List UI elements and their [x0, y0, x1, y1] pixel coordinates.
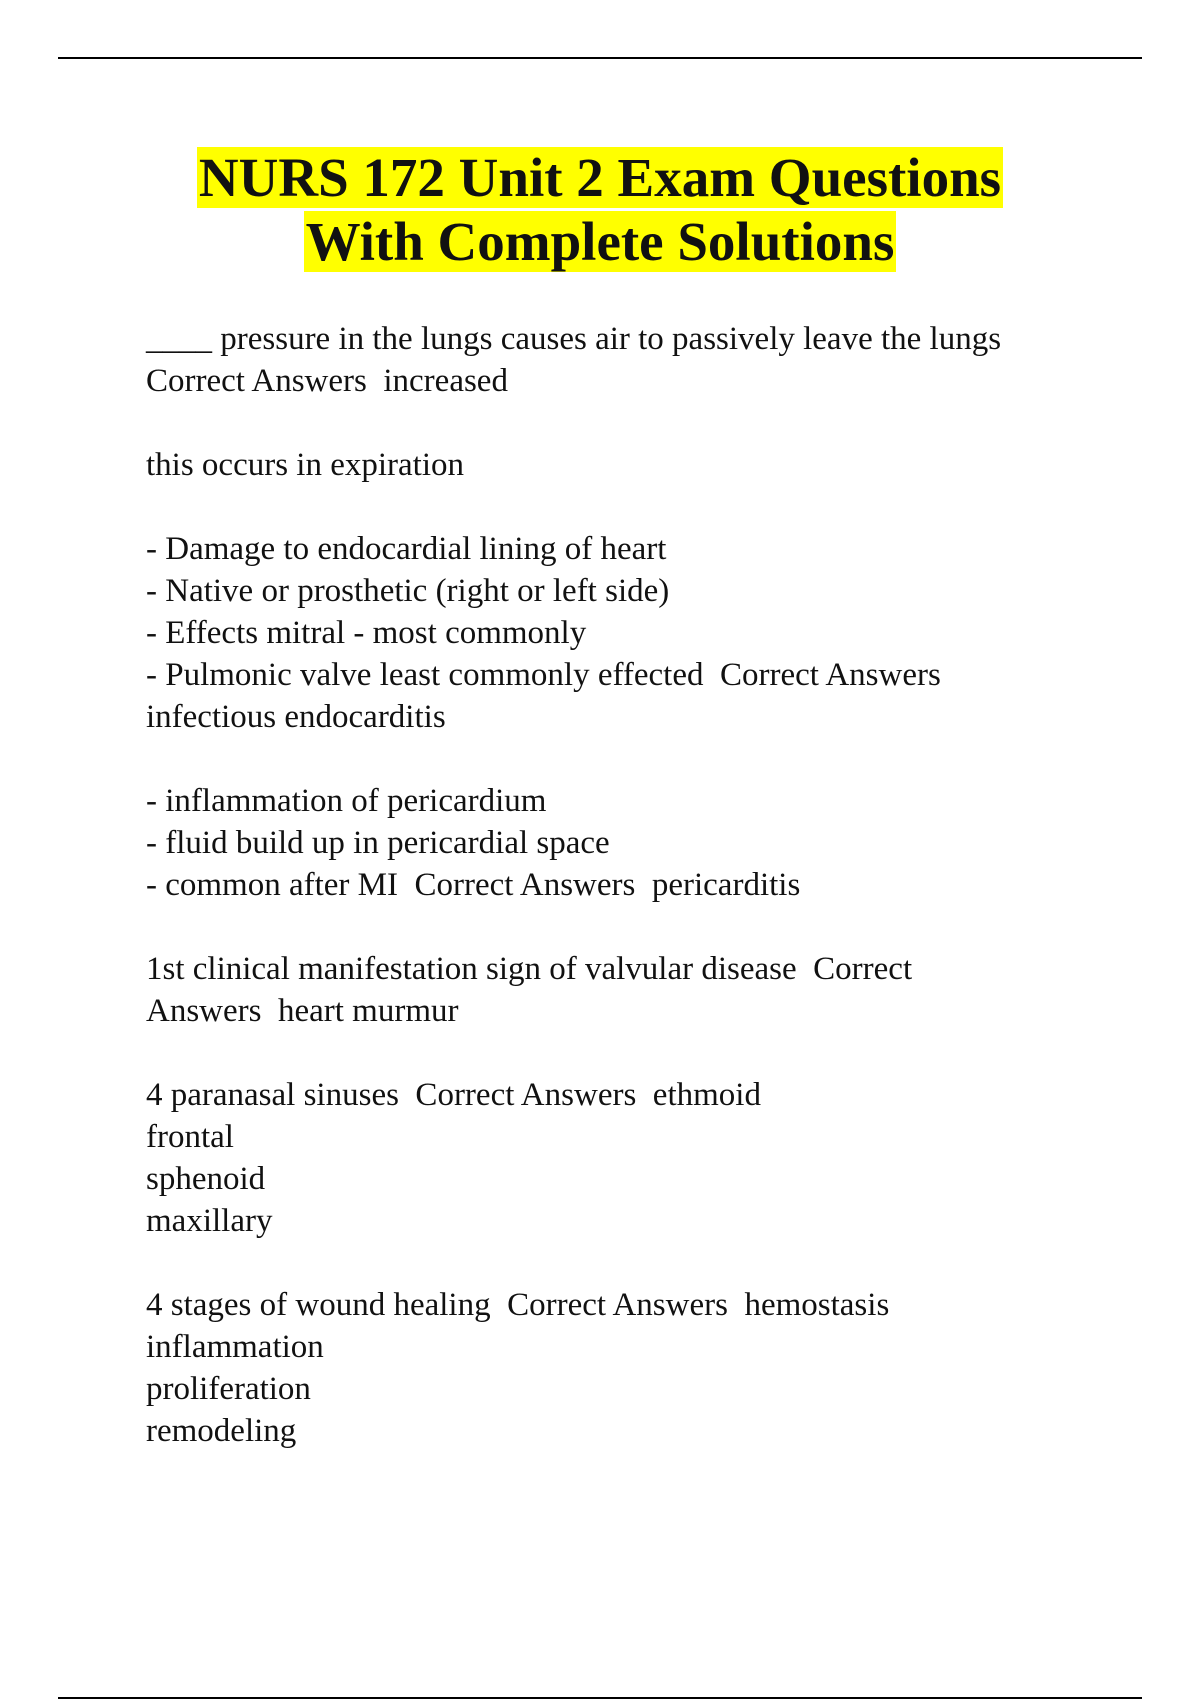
qa-entry-lung-pressure — [146, 318, 1126, 402]
entry-line: Answers heart murmur — [146, 993, 459, 1029]
entry-line: maxillary — [146, 1203, 273, 1239]
entry-line: 4 paranasal sinuses Correct Answers ethmoid — [146, 1077, 761, 1113]
entry-line: - Pulmonic valve least commonly effected Correct Answers — [146, 657, 941, 693]
entry-line: - Native or prosthetic (right or left side) — [146, 573, 670, 609]
entry-line: this occurs in expiration — [146, 447, 465, 483]
entry-line: - fluid build up in pericardial space — [146, 825, 610, 861]
entry-line: - common after MI Correct Answers pericarditis — [146, 867, 801, 903]
top-rule — [58, 57, 1142, 59]
entry-line: Correct Answers increased — [146, 363, 508, 399]
entry-line: 1st clinical manifestation sign of valvular disease Correct — [146, 951, 913, 987]
qa-entry-wound-healing — [146, 1284, 1126, 1452]
note-entry-expiration — [146, 444, 1126, 486]
entry-line: - Damage to endocardial lining of heart — [146, 531, 667, 567]
bottom-rule — [58, 1697, 1142, 1699]
title-line-1 — [0, 146, 1200, 210]
document-title — [0, 146, 1200, 274]
entry-line: proliferation — [146, 1371, 311, 1407]
entry-line: - inflammation of pericardium — [146, 783, 547, 819]
qa-entry-pericarditis — [146, 780, 1126, 906]
qa-entry-paranasal-sinuses — [146, 1074, 1126, 1242]
entry-line: remodeling — [146, 1413, 297, 1449]
entry-line: frontal — [146, 1119, 234, 1155]
qa-entry-valvular-disease — [146, 948, 1126, 1032]
title-line-2-text: With Complete Solutions — [305, 211, 895, 272]
document-body — [146, 318, 1126, 1494]
entry-line: - Effects mitral - most commonly — [146, 615, 587, 651]
title-line-1-text: NURS 172 Unit 2 Exam Questions — [198, 147, 1002, 208]
entry-line: infectious endocarditis — [146, 699, 446, 735]
entry-line: inflammation — [146, 1329, 324, 1365]
qa-entry-endocarditis — [146, 528, 1126, 738]
title-line-2 — [0, 210, 1200, 274]
entry-line: ____ pressure in the lungs causes air to passively leave the lungs — [146, 321, 1002, 357]
entry-line: 4 stages of wound healing Correct Answers hemostasis — [146, 1287, 890, 1323]
entry-line: sphenoid — [146, 1161, 266, 1197]
